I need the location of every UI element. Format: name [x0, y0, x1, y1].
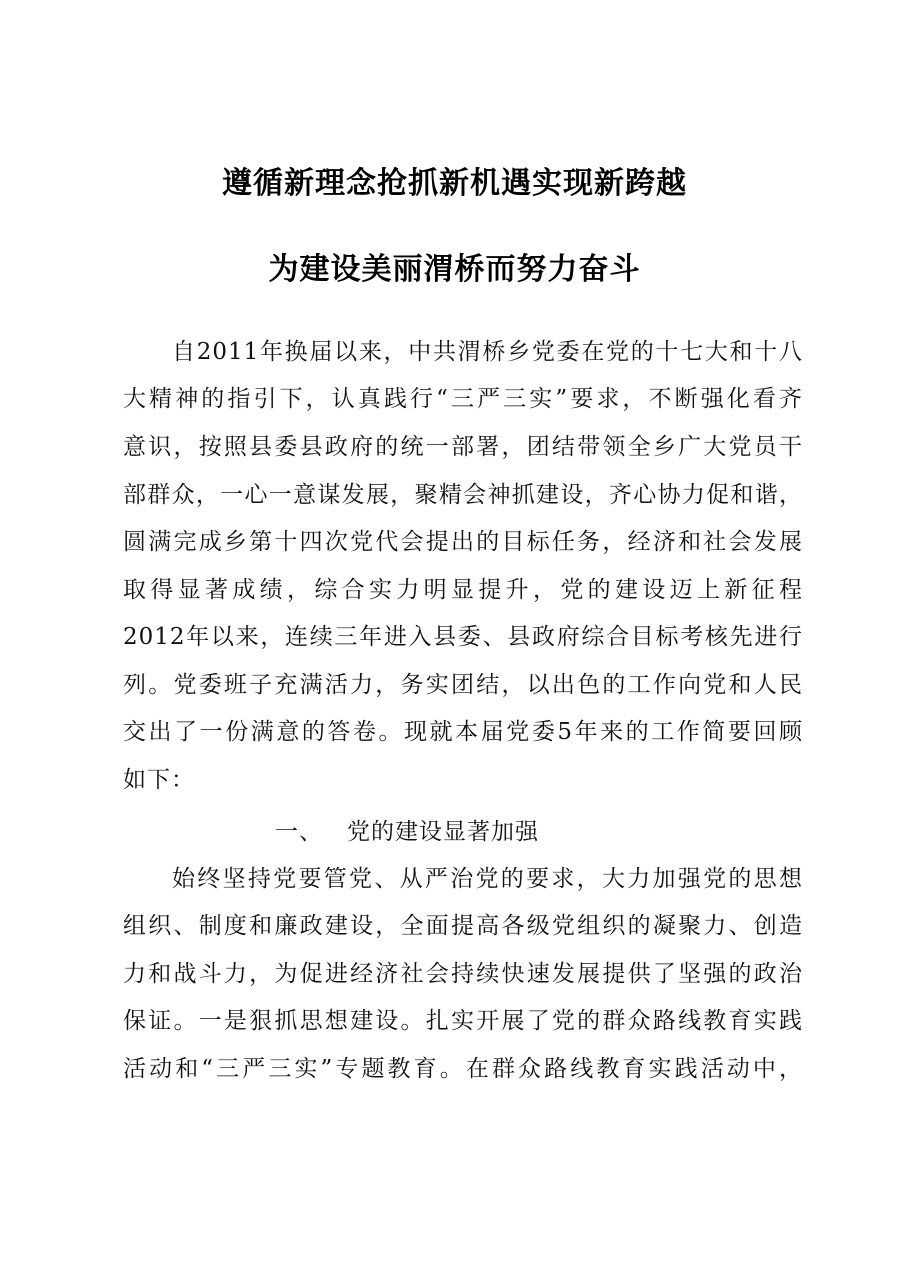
paragraph-2-line-4: 保证。一是狠抓思想建设。扎实开展了党的群众路线教育实践 [123, 1008, 803, 1034]
paragraph-2-line-5: 活动和“三严三实”专题教育。在群众路线教育实践活动中， [123, 1056, 803, 1082]
paragraph-1-line-5: 圆满完成乡第十四次党代会提出的目标任务，经济和社会发展 [123, 529, 803, 555]
paragraph-1-line-6: 取得显著成绩，综合实力明显提升，党的建设迈上新征程 [123, 577, 803, 603]
paragraph-1-line-8: 列。党委班子充满活力，务实团结，以出色的工作向党和人民 [123, 672, 803, 698]
paragraph-2-line-3: 力和战斗力，为促进经济社会持续快速发展提供了坚强的政治 [123, 961, 803, 987]
paragraph-1-line-3: 意识，按照县委县政府的统一部署，团结带领全乡广大党员干 [123, 434, 803, 460]
paragraph-2-line-1: 始终坚持党要管党、从严治党的要求，大力加强党的思想 [172, 866, 803, 892]
paragraph-1-line-7: 2012年以来，连续三年进入县委、县政府综合目标考核先进行 [123, 624, 803, 650]
paragraph-2-line-2: 组织、制度和廉政建设，全面提高各级党组织的凝聚力、创造 [123, 913, 803, 939]
paragraph-1-line-2: 大精神的指引下，认真践行“三严三实”要求，不断强化看齐 [123, 386, 803, 412]
section-number: 一、 [275, 819, 323, 845]
section-heading [275, 817, 539, 847]
paragraph-1-line-10: 如下： [123, 767, 195, 793]
paragraph-1-line-9: 交出了一份满意的答卷。现就本届党委5年来的工作简要回顾 [123, 719, 803, 745]
paragraph-1-line-1: 自2011年换届以来，中共渭桥乡党委在党的十七大和十八 [172, 339, 803, 365]
document-title-line-2: 为建设美丽渭桥而努力奋斗 [268, 252, 641, 287]
document-title-line-1: 遵循新理念抢抓新机遇实现新跨越 [222, 166, 687, 201]
paragraph-1-line-4: 部群众，一心一意谋发展，聚精会神抓建设，齐心协力促和谐， [123, 482, 803, 508]
section-title: 党的建设显著加强 [347, 819, 539, 845]
